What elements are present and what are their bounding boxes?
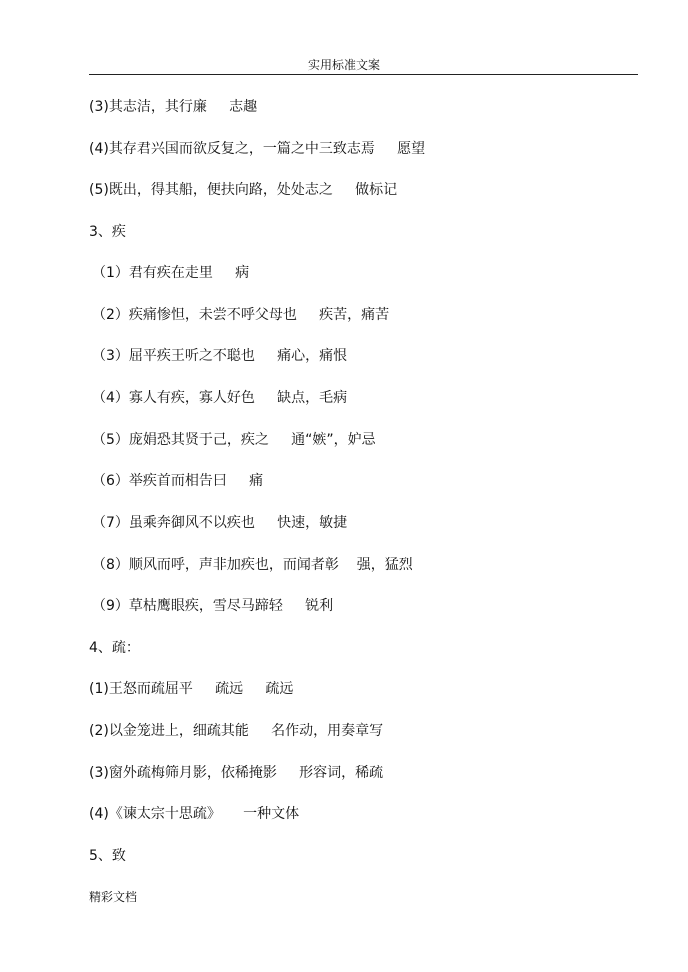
section-heading: 5、致 — [89, 848, 126, 864]
text-line: （3）屈平疾王听之不聪也 痛心，痛恨 — [92, 348, 348, 364]
text-line: （6）举疾首而相告曰 痛 — [92, 473, 264, 489]
text-line: （9）草枯鹰眼疾，雪尽马蹄轻 锐利 — [92, 598, 334, 614]
text-line: （8）顺风而呼，声非加疾也，而闻者彰 强，猛烈 — [92, 557, 413, 573]
page-header-title: 实用标准文案 — [307, 58, 380, 72]
text-line: (5)既出，得其船，便扶向路，处处志之 做标记 — [89, 182, 398, 198]
section-heading: 3、疾 — [89, 224, 126, 240]
text-line: (4)其存君兴国而欲反复之，一篇之中三致志焉 愿望 — [89, 141, 426, 157]
text-line: (1)王怒而疏屈平 疏远 疏远 — [89, 681, 294, 697]
text-line: （1）君有疾在走里 病 — [92, 265, 250, 281]
text-line: （2）疾痛惨怛，未尝不呼父母也 疾苦，痛苦 — [92, 307, 390, 323]
section-heading: 4、疏： — [89, 640, 140, 656]
text-line: (4)《谏太宗十思疏》 一种文体 — [89, 806, 300, 822]
text-line: （7）虽乘奔御风不以疾也 快速，敏捷 — [92, 515, 348, 531]
header-rule — [89, 74, 638, 75]
page-footer: 精彩文档 — [89, 890, 138, 904]
text-line: （5）庞娟恐其贤于己，疾之 通“嫉”，妒忌 — [92, 432, 376, 448]
text-line: (3)窗外疏梅筛月影，依稀掩影 形容词，稀疏 — [89, 765, 384, 781]
text-line: (2)以金笼进上，细疏其能 名作动，用奏章写 — [89, 723, 384, 739]
text-line: （4）寡人有疾，寡人好色 缺点，毛病 — [92, 390, 348, 406]
text-line: (3)其志洁，其行廉 志趣 — [89, 99, 258, 115]
